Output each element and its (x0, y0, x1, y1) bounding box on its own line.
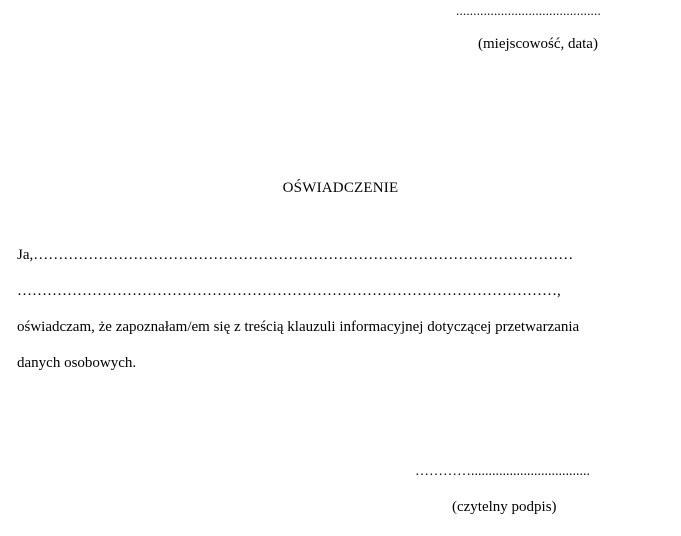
declaration-text-end: danych osobowych. (17, 355, 137, 371)
place-date-field-line: .......................................... (456, 3, 601, 18)
signature-field-line: ………….................................. (415, 464, 590, 479)
name-field-line: Ja,……………………………………………………………………………………………… (17, 247, 574, 263)
place-date-label: (miejscowość, data) (478, 36, 598, 52)
document-title: OŚWIADCZENIE (282, 180, 399, 196)
declaration-text: oświadczam, że zapoznałam/em się z treścią klauzuli informacyjnej dotyczącej przetwarzania (17, 319, 580, 335)
signature-label: (czytelny podpis) (452, 499, 557, 515)
name-continuation-line: ………………………………………………………………………………………………, (17, 283, 561, 299)
